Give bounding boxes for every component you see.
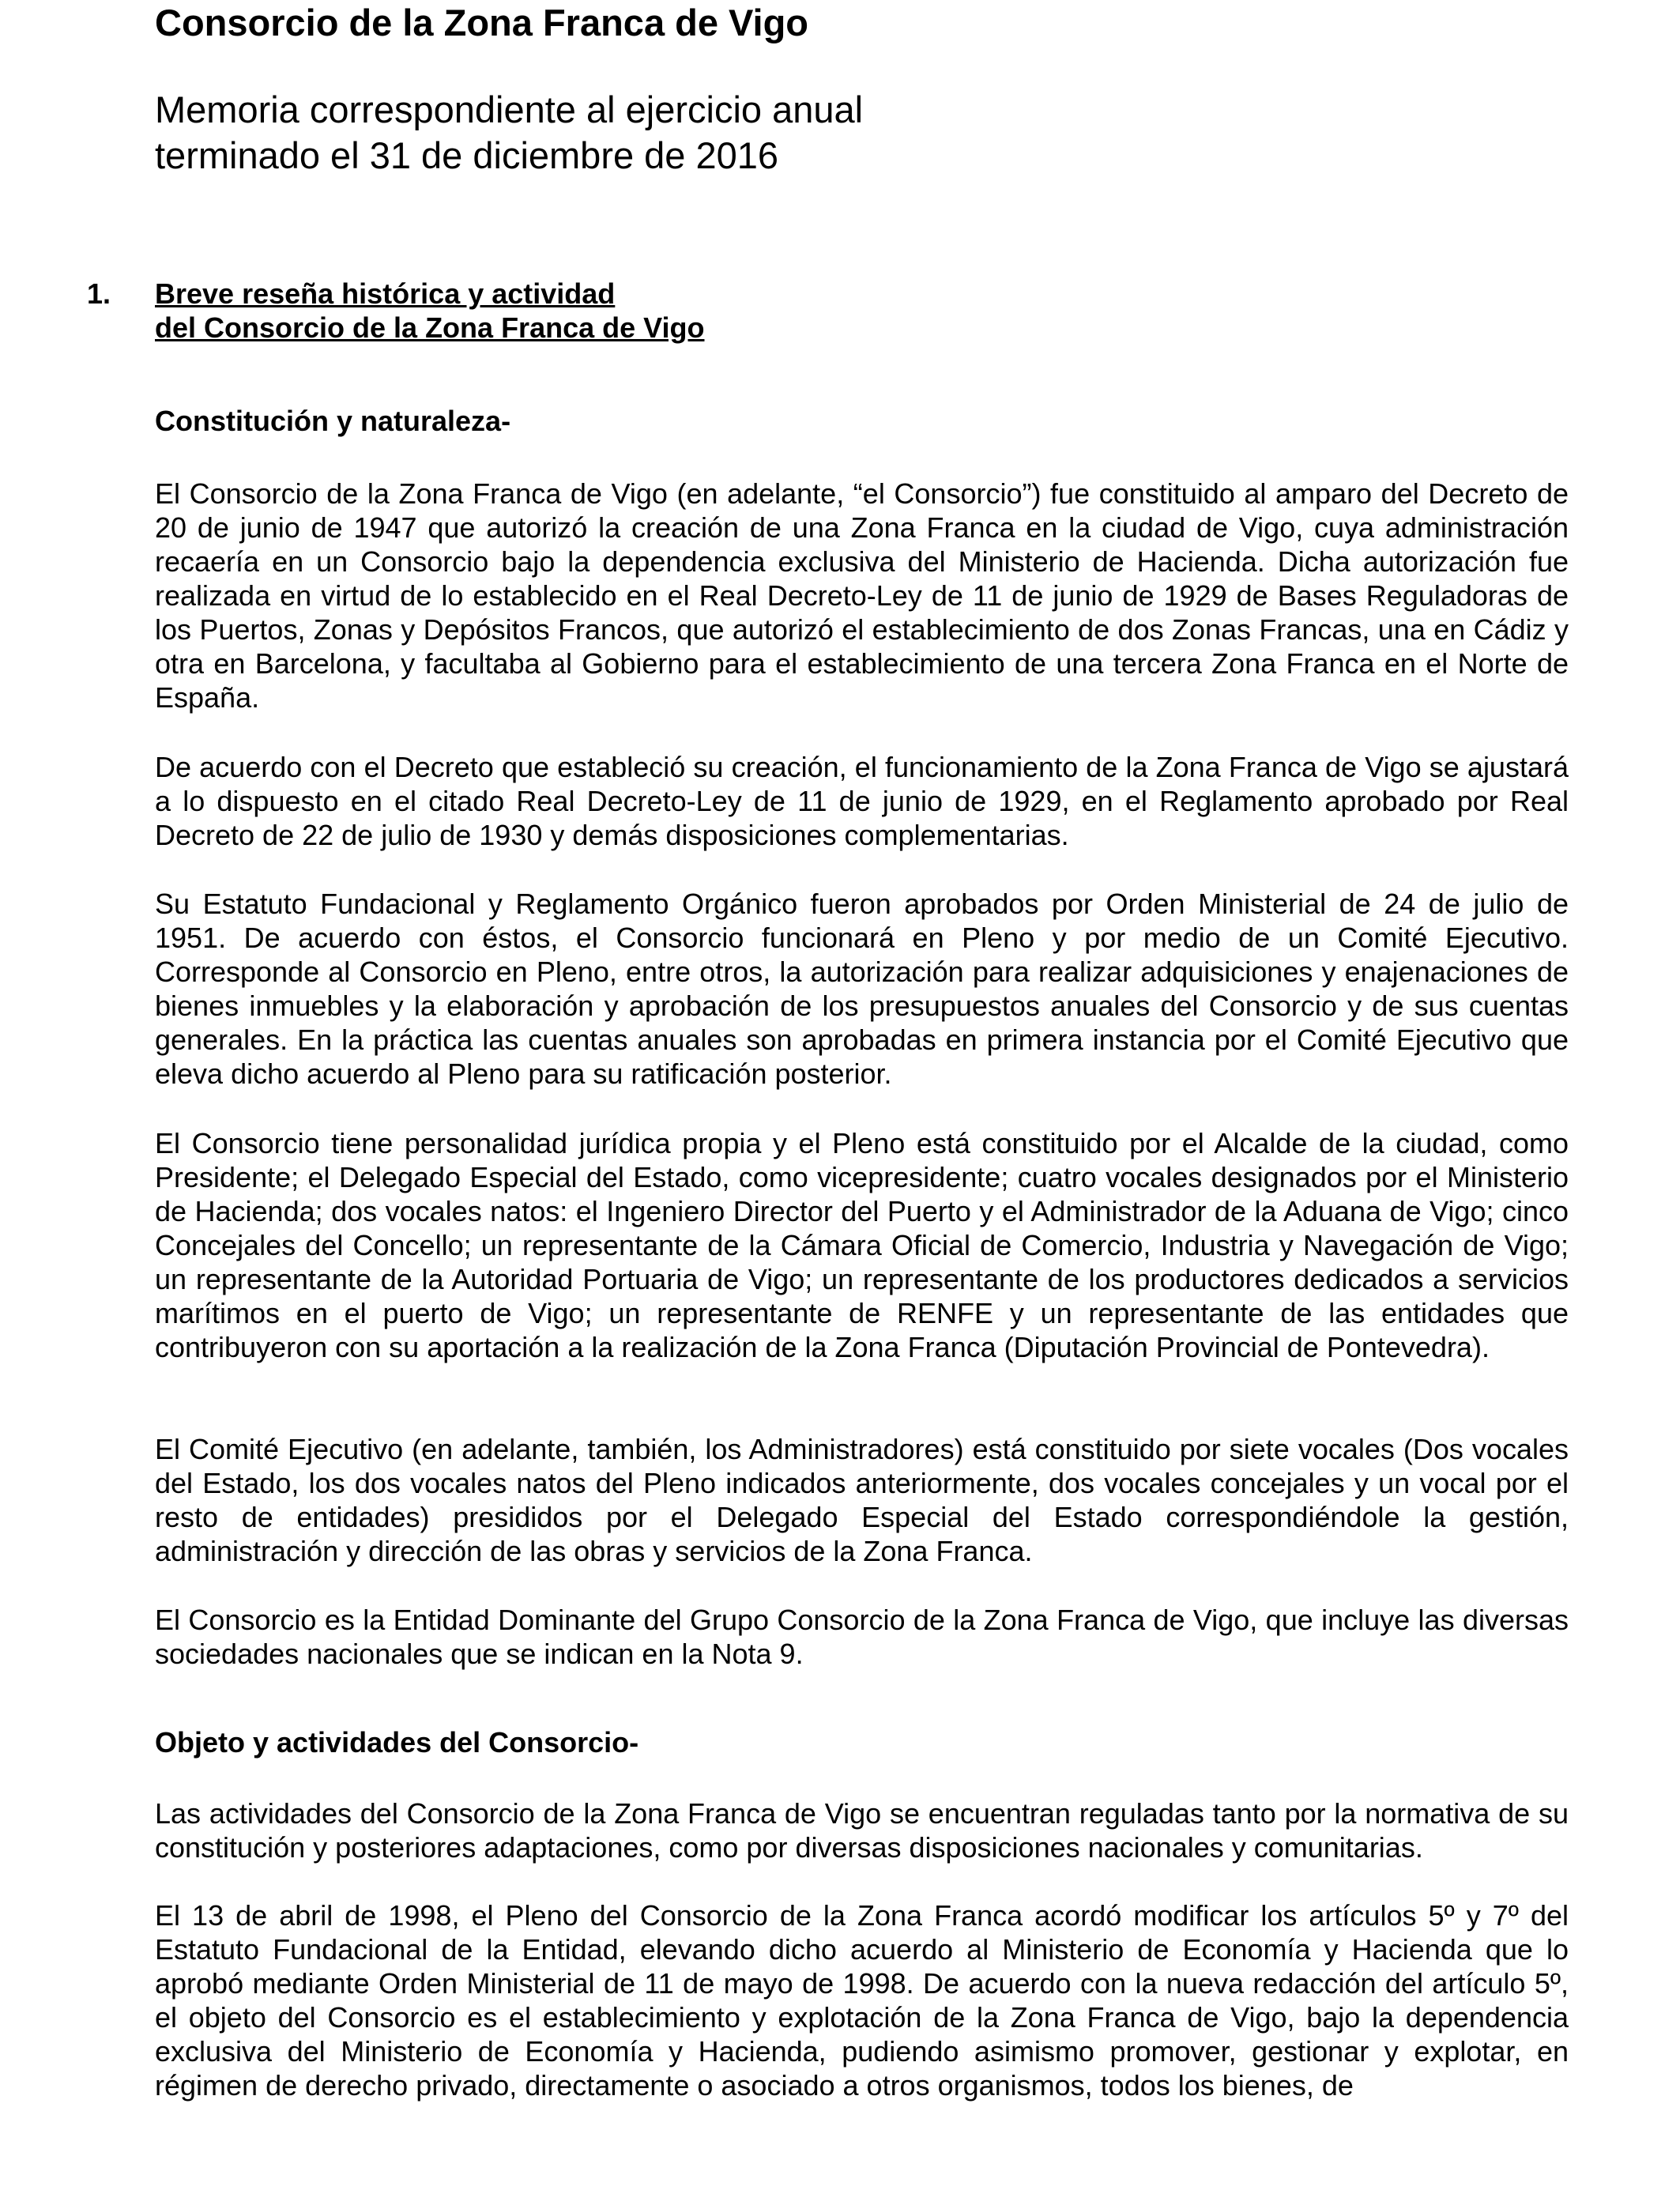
paragraph: El Consorcio tiene personalidad jurídica propia y el Pleno está constituido por el Alcalde de la ciudad, como Presidente; el Delegado Especial del Estado, como vicepresidente; cuatro vocales designados por el Ministerio de Hacienda; dos vocales natos: el Ingeniero Director del Puerto y el Administrador de la Aduana de Vigo; cinco Concejales del Concello; un representante de la Cámara Oficial de Comercio, Industria y Navegación de Vigo; un representante de la Autoridad Portuaria de Vigo; un representante de los productores dedicados a servicios marítimos en el puerto de Vigo; un representante de RENFE y un representante de las entidades que contribuyeron con su aportación a la realización de la Zona Franca (Diputación Provincial de Pontevedra). xyxy=(155,1127,1569,1363)
paragraph: Las actividades del Consorcio de la Zona Franca de Vigo se encuentran reguladas tanto por la normativa de su constitución y posteriores adaptaciones, como por diversas disposiciones nacionales y comunitarias. xyxy=(155,1797,1569,1864)
section-number: 1. xyxy=(87,277,111,310)
section-heading-line-2: del Consorcio de la Zona Franca de Vigo xyxy=(155,311,705,344)
subsection-heading-objeto: Objeto y actividades del Consorcio- xyxy=(155,1726,639,1759)
subtitle-line-2: terminado el 31 de diciembre de 2016 xyxy=(155,134,779,176)
paragraph: El Consorcio es la Entidad Dominante del Grupo Consorcio de la Zona Franca de Vigo, que incluye las diversas sociedades nacionales que se indican en la Nota 9. xyxy=(155,1604,1569,1670)
paragraph: Su Estatuto Fundacional y Reglamento Orgánico fueron aprobados por Orden Ministerial de 24 de julio de 1951. De acuerdo con éstos, el Consorcio funcionará en Pleno y por medio de un Comité Ejecutivo. Corresponde al Consorcio en Pleno, entre otros, la autorización para realizar adquisiciones y enajenaciones de bienes inmuebles y la elaboración y aprobación de los presupuestos anuales del Consorcio y de sus cuentas generales. En la práctica las cuentas anuales son aprobadas en primera instancia por el Comité Ejecutivo que eleva dicho acuerdo al Pleno para su ratificación posterior. xyxy=(155,888,1569,1090)
paragraph: De acuerdo con el Decreto que estableció su creación, el funcionamiento de la Zona Franca de Vigo se ajustará a lo dispuesto en el citado Real Decreto-Ley de 11 de junio de 1929, en el Reglamento aprobado por Real Decreto de 22 de julio de 1930 y demás disposiciones complementarias. xyxy=(155,751,1569,851)
document-title: Consorcio de la Zona Franca de Vigo xyxy=(155,2,809,43)
paragraph: El Comité Ejecutivo (en adelante, también, los Administradores) está constituido por siete vocales (Dos vocales del Estado, los dos vocales natos del Pleno indicados anteriormente, dos vocales concejales y un vocal por el resto de entidades) presididos por el Delegado Especial del Estado correspondiéndole la gestión, administración y dirección de las obras y servicios de la Zona Franca. xyxy=(155,1433,1569,1567)
paragraph: El Consorcio de la Zona Franca de Vigo (en adelante, “el Consorcio”) fue constituido al amparo del Decreto de 20 de junio de 1947 que autorizó la creación de una Zona Franca en la ciudad de Vigo, cuya administración recaería en un Consorcio bajo la dependencia exclusiva del Ministerio de Hacienda. Dicha autorización fue realizada en virtud de lo establecido en el Real Decreto-Ley de 11 de junio de 1929 de Bases Reguladoras de los Puertos, Zonas y Depósitos Francos, que autorizó el establecimiento de dos Zonas Francas, una en Cádiz y otra en Barcelona, y facultaba al Gobierno para el establecimiento de una tercera Zona Franca en el Norte de España. xyxy=(155,477,1569,714)
section-1-heading xyxy=(87,277,704,345)
section-heading-line-1: Breve reseña histórica y actividad xyxy=(155,277,616,310)
document-subtitle xyxy=(155,87,863,179)
subsection-heading-constitucion: Constitución y naturaleza- xyxy=(155,405,511,437)
paragraph: El 13 de abril de 1998, el Pleno del Consorcio de la Zona Franca acordó modificar los artículos 5º y 7º del Estatuto Fundacional de la Entidad, elevando dicho acuerdo al Ministerio de Economía y Hacienda que lo aprobó mediante Orden Ministerial de 11 de mayo de 1998. De acuerdo con la nueva redacción del artículo 5º, el objeto del Consorcio es el establecimiento y explotación de la Zona Franca de Vigo, bajo la dependencia exclusiva del Ministerio de Economía y Hacienda, pudiendo asimismo promover, gestionar y explotar, en régimen de derecho privado, directamente o asociado a otros organismos, todos los bienes, de xyxy=(155,1899,1569,2102)
subtitle-line-1: Memoria correspondiente al ejercicio anual xyxy=(155,89,864,130)
